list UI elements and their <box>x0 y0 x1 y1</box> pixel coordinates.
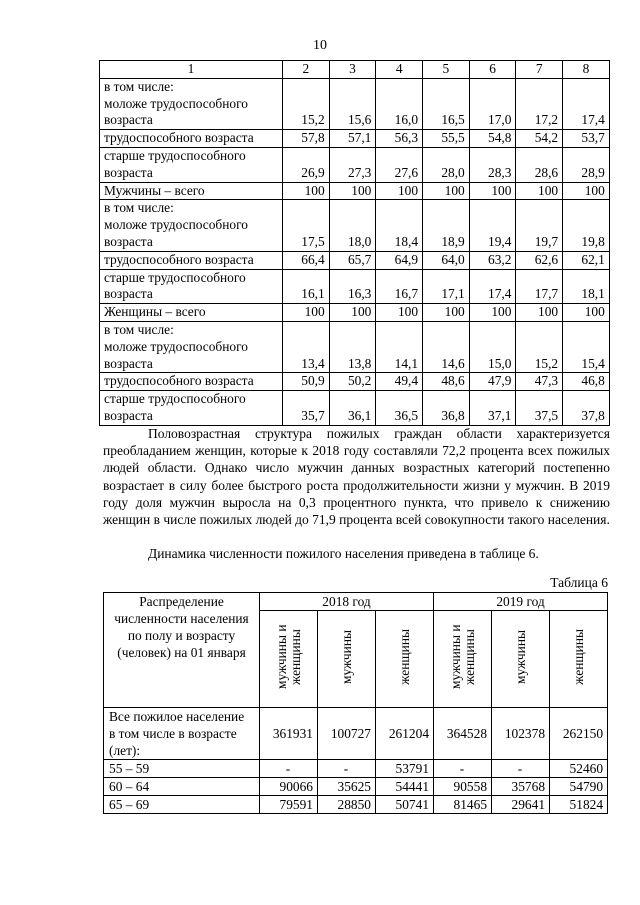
sex-subheader <box>318 611 376 708</box>
table-corner-header: Распределение численности населения по полу и возрасту (человек) на 01 января <box>104 593 260 708</box>
header-cell: 1 <box>100 61 283 79</box>
table-row <box>100 251 610 269</box>
table-row <box>100 147 610 182</box>
table-row <box>104 708 608 760</box>
value-cell: 28,9 <box>563 147 610 182</box>
value-cell: 17,5 <box>283 200 330 251</box>
value-cell: 36,5 <box>376 391 423 426</box>
value-cell: 100 <box>563 182 610 200</box>
value-cell: 47,9 <box>469 373 516 391</box>
sex-subheader <box>492 611 550 708</box>
value-cell: 100 <box>469 182 516 200</box>
value-cell: 28850 <box>318 796 376 814</box>
header-cell: 5 <box>423 61 470 79</box>
sex-subheader <box>376 611 434 708</box>
value-cell: 81465 <box>434 796 492 814</box>
value-cell: 66,4 <box>283 251 330 269</box>
value-cell: 57,8 <box>283 130 330 148</box>
value-cell: 100 <box>423 304 470 322</box>
value-cell: 18,1 <box>563 269 610 304</box>
value-cell: 53791 <box>376 760 434 778</box>
row-label: трудоспособного возраста <box>100 373 283 391</box>
value-cell: 15,0 <box>469 321 516 372</box>
value-cell: 27,6 <box>376 147 423 182</box>
paragraph-structure: Половозрастная структура пожилых граждан области характеризуется преобладанием женщин, которые к 2018 году составляли 72,2 процента всех пожилых людей области. Однако число мужчин данных возрастных категорий постепенно возрастает в силу более быстрого роста продолжительности жизни у мужчин. В 2019 году доля мужчин выросла на 0,3 процентного пункта, что привело к снижению женщин в числе пожилых людей до 71,9 процента всей совокупности такого населения. <box>103 426 610 528</box>
table-row <box>104 778 608 796</box>
value-cell: 100 <box>516 304 563 322</box>
row-label: Мужчины – всего <box>100 182 283 200</box>
row-label: старше трудоспособного возраста <box>100 147 283 182</box>
value-cell: 49,4 <box>376 373 423 391</box>
value-cell: 36,8 <box>423 391 470 426</box>
value-cell: 17,1 <box>423 269 470 304</box>
table-row <box>100 78 610 129</box>
value-cell: 52460 <box>550 760 608 778</box>
table-row <box>100 391 610 426</box>
value-cell: 18,4 <box>376 200 423 251</box>
table-header-row <box>100 61 610 79</box>
value-cell: 28,0 <box>423 147 470 182</box>
row-label: 65 – 69 <box>104 796 260 814</box>
value-cell: 15,6 <box>329 78 376 129</box>
year-header-2019: 2019 год <box>434 593 608 611</box>
value-cell: 13,8 <box>329 321 376 372</box>
value-cell: 65,7 <box>329 251 376 269</box>
value-cell: 50,9 <box>283 373 330 391</box>
elderly-population-table <box>103 592 608 814</box>
header-cell: 7 <box>516 61 563 79</box>
sex-subheader-text: мужчины <box>338 630 354 684</box>
value-cell: 15,4 <box>563 321 610 372</box>
value-cell: 100 <box>376 304 423 322</box>
row-label: старше трудоспособного возраста <box>100 391 283 426</box>
value-cell: - <box>434 760 492 778</box>
value-cell: 56,3 <box>376 130 423 148</box>
value-cell: 37,8 <box>563 391 610 426</box>
value-cell: 16,5 <box>423 78 470 129</box>
value-cell: 51824 <box>550 796 608 814</box>
value-cell: 27,3 <box>329 147 376 182</box>
value-cell: 364528 <box>434 708 492 760</box>
sex-subheader <box>260 611 318 708</box>
year-header-2018: 2018 год <box>260 593 434 611</box>
value-cell: 35625 <box>318 778 376 796</box>
value-cell: 102378 <box>492 708 550 760</box>
value-cell: 46,8 <box>563 373 610 391</box>
value-cell: 90066 <box>260 778 318 796</box>
value-cell: 19,4 <box>469 200 516 251</box>
value-cell: 37,1 <box>469 391 516 426</box>
sex-subheader-text: мужчины <box>512 630 528 684</box>
value-cell: 17,7 <box>516 269 563 304</box>
value-cell: 18,0 <box>329 200 376 251</box>
value-cell: 13,4 <box>283 321 330 372</box>
value-cell: 62,6 <box>516 251 563 269</box>
value-cell: 100 <box>283 182 330 200</box>
value-cell: 64,9 <box>376 251 423 269</box>
value-cell: 100 <box>516 182 563 200</box>
value-cell: 17,2 <box>516 78 563 129</box>
row-label: 60 – 64 <box>104 778 260 796</box>
row-label: трудоспособного возраста <box>100 251 283 269</box>
value-cell: 100 <box>329 182 376 200</box>
value-cell: 90558 <box>434 778 492 796</box>
sex-subheader <box>434 611 492 708</box>
table-row <box>100 130 610 148</box>
value-cell: - <box>318 760 376 778</box>
value-cell: 53,7 <box>563 130 610 148</box>
table-row <box>104 796 608 814</box>
table-row <box>104 760 608 778</box>
value-cell: - <box>492 760 550 778</box>
value-cell: 16,7 <box>376 269 423 304</box>
value-cell: 64,0 <box>423 251 470 269</box>
table-caption: Таблица 6 <box>550 575 608 590</box>
value-cell: 16,1 <box>283 269 330 304</box>
row-label: в том числе: моложе трудоспособного возраста <box>100 200 283 251</box>
table-row <box>100 304 610 322</box>
table-row <box>100 182 610 200</box>
value-cell: 361931 <box>260 708 318 760</box>
value-cell: 100727 <box>318 708 376 760</box>
header-cell: 8 <box>563 61 610 79</box>
value-cell: 16,3 <box>329 269 376 304</box>
value-cell: 50741 <box>376 796 434 814</box>
value-cell: 62,1 <box>563 251 610 269</box>
value-cell: 37,5 <box>516 391 563 426</box>
population-structure-table <box>99 60 610 426</box>
value-cell: 54,2 <box>516 130 563 148</box>
value-cell: 100 <box>376 182 423 200</box>
value-cell: 50,2 <box>329 373 376 391</box>
row-label: трудоспособного возраста <box>100 130 283 148</box>
value-cell: 15,2 <box>283 78 330 129</box>
sex-subheader-text: женщины <box>570 629 586 685</box>
value-cell: 100 <box>469 304 516 322</box>
value-cell: 14,1 <box>376 321 423 372</box>
value-cell: 79591 <box>260 796 318 814</box>
value-cell: 14,6 <box>423 321 470 372</box>
row-label: старше трудоспособного возраста <box>100 269 283 304</box>
value-cell: 261204 <box>376 708 434 760</box>
sex-subheader-text: мужчины и женщины <box>447 624 477 690</box>
value-cell: 54,8 <box>469 130 516 148</box>
value-cell: 54441 <box>376 778 434 796</box>
table-row <box>100 269 610 304</box>
value-cell: 100 <box>423 182 470 200</box>
table-row <box>100 200 610 251</box>
value-cell: 47,3 <box>516 373 563 391</box>
sex-subheader-text: женщины <box>396 629 412 685</box>
sex-subheader-text: мужчины и женщины <box>273 624 303 690</box>
row-label: Женщины – всего <box>100 304 283 322</box>
value-cell: 16,0 <box>376 78 423 129</box>
row-label: в том числе: моложе трудоспособного возраста <box>100 78 283 129</box>
value-cell: 35768 <box>492 778 550 796</box>
value-cell: 55,5 <box>423 130 470 148</box>
value-cell: 28,3 <box>469 147 516 182</box>
value-cell: 28,6 <box>516 147 563 182</box>
value-cell: 17,4 <box>563 78 610 129</box>
value-cell: 54790 <box>550 778 608 796</box>
value-cell: 63,2 <box>469 251 516 269</box>
sex-subheader <box>550 611 608 708</box>
value-cell: 17,0 <box>469 78 516 129</box>
page-number: 10 <box>313 38 327 53</box>
value-cell: - <box>260 760 318 778</box>
value-cell: 18,9 <box>423 200 470 251</box>
header-cell: 2 <box>283 61 330 79</box>
table-row <box>100 373 610 391</box>
row-label: Все пожилое население в том числе в возрасте (лет): <box>104 708 260 760</box>
value-cell: 100 <box>283 304 330 322</box>
value-cell: 26,9 <box>283 147 330 182</box>
value-cell: 262150 <box>550 708 608 760</box>
value-cell: 35,7 <box>283 391 330 426</box>
value-cell: 36,1 <box>329 391 376 426</box>
value-cell: 17,4 <box>469 269 516 304</box>
value-cell: 19,7 <box>516 200 563 251</box>
row-label: 55 – 59 <box>104 760 260 778</box>
value-cell: 15,2 <box>516 321 563 372</box>
value-cell: 57,1 <box>329 130 376 148</box>
value-cell: 48,6 <box>423 373 470 391</box>
header-cell: 6 <box>469 61 516 79</box>
row-label: в том числе: моложе трудоспособного возраста <box>100 321 283 372</box>
value-cell: 19,8 <box>563 200 610 251</box>
table-row <box>100 321 610 372</box>
header-cell: 3 <box>329 61 376 79</box>
header-cell: 4 <box>376 61 423 79</box>
value-cell: 100 <box>329 304 376 322</box>
value-cell: 100 <box>563 304 610 322</box>
value-cell: 29641 <box>492 796 550 814</box>
paragraph-dynamics: Динамика численности пожилого населения приведена в таблице 6. <box>148 546 539 561</box>
